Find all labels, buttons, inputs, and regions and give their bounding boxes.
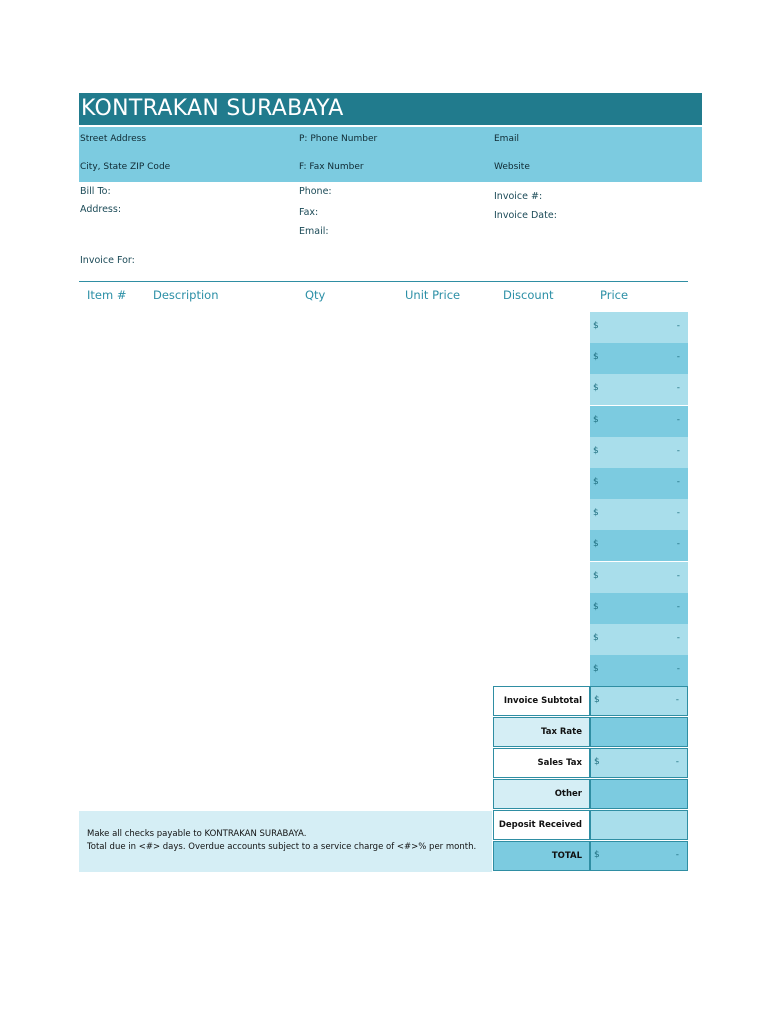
payment-note-line-1: Make all checks payable to KONTRAKAN SURABAYA. <box>87 829 307 839</box>
invoice-for-label: Invoice For: <box>80 255 135 266</box>
price-value: - <box>676 508 680 519</box>
header-unit-price: Unit Price <box>405 288 461 302</box>
street-address: Street Address <box>80 134 147 144</box>
price-value: - <box>676 570 680 581</box>
currency-symbol: $ <box>593 321 599 331</box>
fax-label: Fax: <box>299 207 319 218</box>
price-row[interactable] <box>590 530 688 561</box>
currency-symbol: $ <box>593 664 599 675</box>
address-label: Address: <box>80 204 122 215</box>
table-separator <box>79 281 688 282</box>
price-row[interactable] <box>590 562 688 593</box>
currency-symbol: $ <box>593 445 599 456</box>
price-row[interactable] <box>590 593 688 624</box>
price-value: - <box>676 414 680 425</box>
price-row[interactable] <box>590 343 688 374</box>
header-discount: Discount <box>503 288 554 302</box>
totals-label: Tax Rate <box>493 717 590 747</box>
price-value: - <box>676 601 680 612</box>
price-value: - <box>676 383 680 394</box>
invoice-number-label: Invoice #: <box>494 191 543 202</box>
price-value: - <box>676 477 680 487</box>
price-value: - <box>676 352 680 363</box>
company-info-band <box>79 127 702 182</box>
totals-value[interactable] <box>590 686 688 716</box>
payment-note-line-2: Total due in <#> days. Overdue accounts subject to a service charge of <#>% per month. <box>87 842 477 852</box>
bill-to-label: Bill To: <box>80 186 111 197</box>
company-name: KONTRAKAN SURABAYA <box>81 96 344 121</box>
price-row[interactable] <box>590 374 688 405</box>
totals-amount: - <box>675 695 679 705</box>
company-website: Website <box>494 162 530 172</box>
totals-label: Sales Tax <box>493 748 590 778</box>
currency-symbol: $ <box>593 477 599 487</box>
totals-label: TOTAL <box>493 841 590 871</box>
currency-symbol: $ <box>593 352 599 363</box>
currency-symbol: $ <box>593 601 599 612</box>
currency-symbol: $ <box>593 570 599 581</box>
price-row[interactable] <box>590 312 688 343</box>
totals-value[interactable] <box>590 779 688 809</box>
currency-symbol: $ <box>594 695 600 705</box>
currency-symbol: $ <box>593 414 599 425</box>
totals-amount: - <box>675 757 679 767</box>
price-value: - <box>676 664 680 675</box>
header-description: Description <box>153 288 219 302</box>
totals-value[interactable] <box>590 841 688 871</box>
fax-number: F: Fax Number <box>299 162 364 172</box>
header-item: Item # <box>87 288 127 302</box>
currency-symbol: $ <box>593 633 599 643</box>
totals-amount: - <box>675 850 679 860</box>
totals-label: Deposit Received <box>493 810 590 840</box>
currency-symbol: $ <box>593 539 599 550</box>
city-state-zip: City, State ZIP Code <box>80 162 171 172</box>
price-row[interactable] <box>590 655 688 686</box>
email-label: Email: <box>299 226 329 237</box>
currency-symbol: $ <box>593 383 599 394</box>
currency-symbol: $ <box>594 850 600 860</box>
company-email: Email <box>494 134 519 144</box>
currency-symbol: $ <box>593 508 599 519</box>
totals-value[interactable] <box>590 748 688 778</box>
header-price: Price <box>600 288 629 302</box>
totals-label: Other <box>493 779 590 809</box>
invoice-date-label: Invoice Date: <box>494 210 557 221</box>
phone-number: P: Phone Number <box>299 134 378 144</box>
price-value: - <box>676 539 680 550</box>
totals-value[interactable] <box>590 717 688 747</box>
phone-label: Phone: <box>299 186 332 197</box>
header-qty: Qty <box>305 288 326 302</box>
price-row[interactable] <box>590 437 688 468</box>
price-value: - <box>676 321 680 331</box>
totals-label: Invoice Subtotal <box>493 686 590 716</box>
price-row[interactable] <box>590 624 688 655</box>
currency-symbol: $ <box>594 757 600 767</box>
price-value: - <box>676 445 680 456</box>
price-row[interactable] <box>590 406 688 437</box>
totals-value[interactable] <box>590 810 688 840</box>
price-value: - <box>676 633 680 643</box>
price-row[interactable] <box>590 468 688 499</box>
price-row[interactable] <box>590 499 688 530</box>
